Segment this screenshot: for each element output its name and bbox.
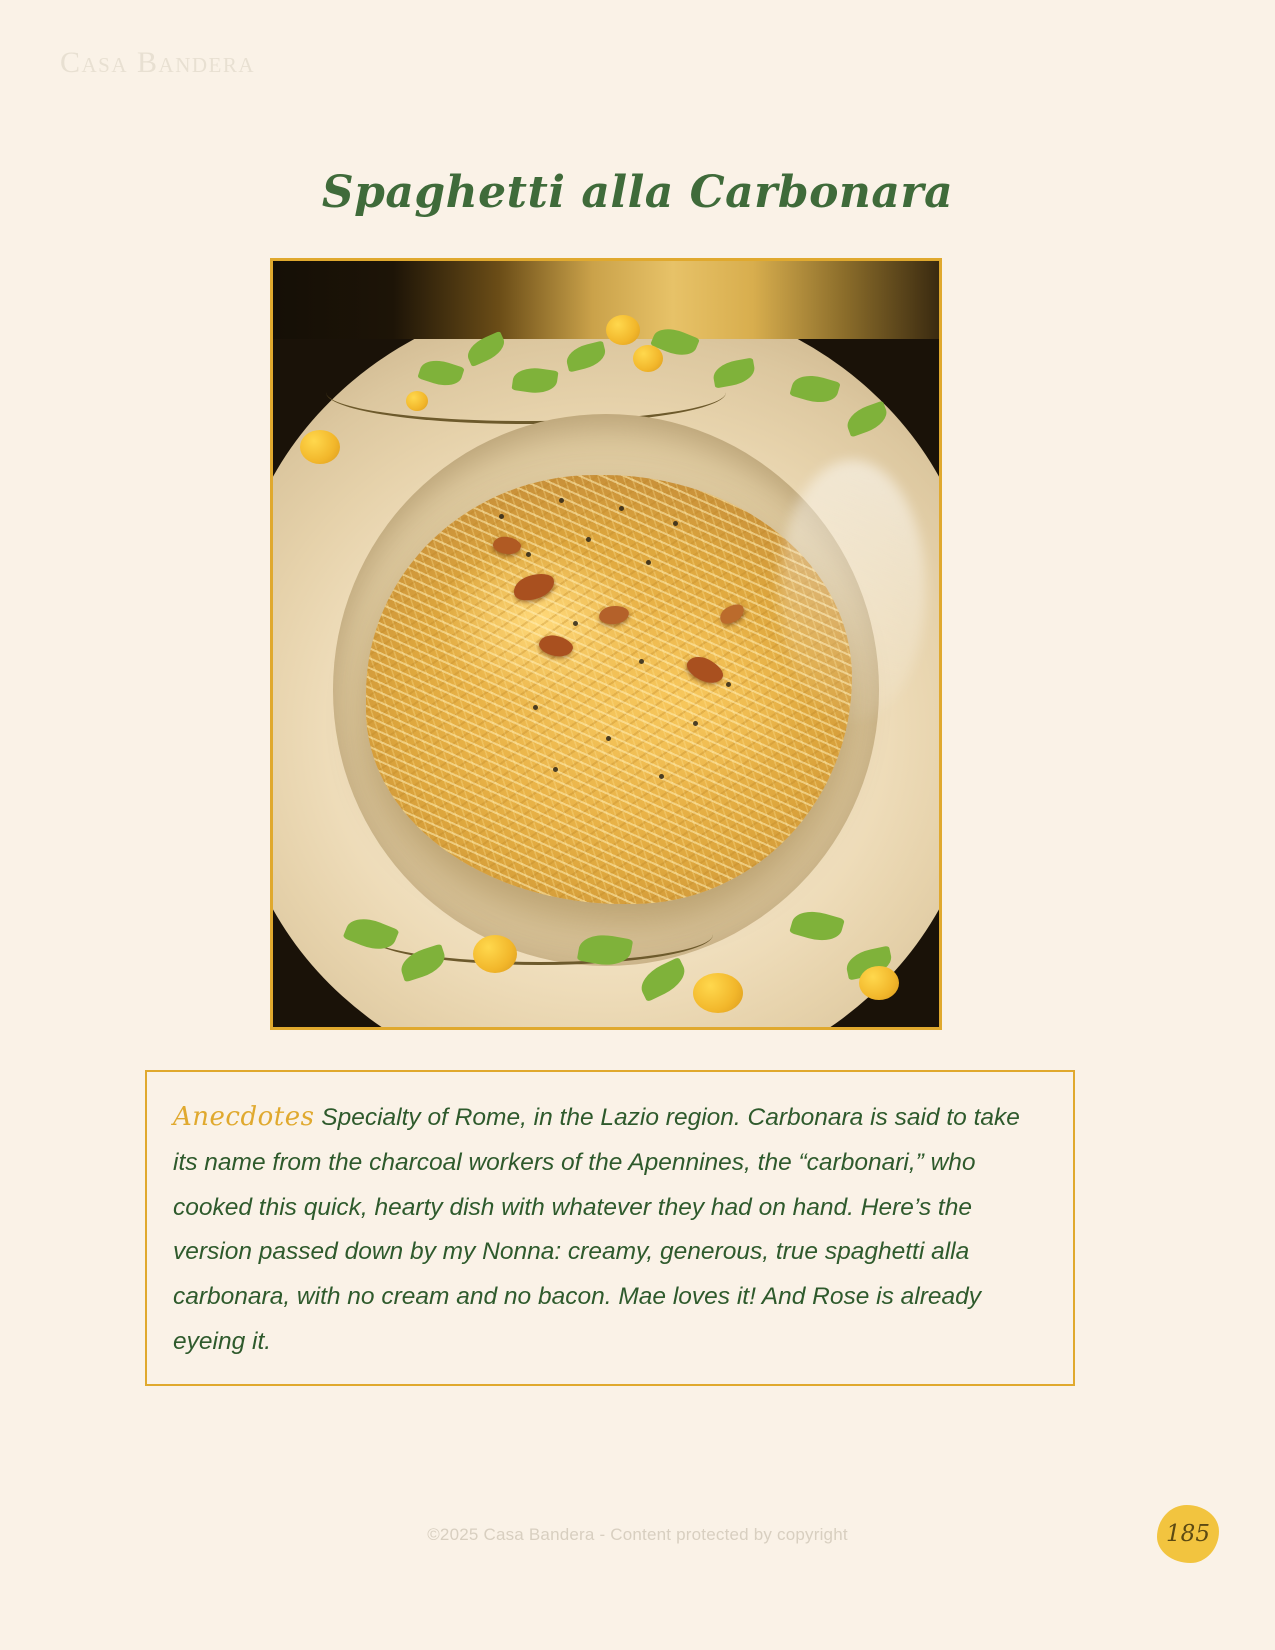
plate-highlight [779,460,926,720]
lemon-decor [300,430,340,464]
pasta-strands [366,475,852,904]
anecdote-paragraph [173,1094,1047,1364]
page-number: 185 [1166,1521,1210,1547]
lemon-decor [473,935,517,973]
anecdote-label: Anecdotes [173,1102,315,1132]
pepper-speck [646,560,651,565]
anecdote-body: Specialty of Rome, in the Lazio region. Carbonara is said to take its name from the charcoal workers of the Apennines, the “carbonari,” who cooked this quick, hearty dish with whatever they had on hand. Here’s the version passed down by my Nonna: creamy, generous, true spaghetti alla carbonara, with no cream and no bacon. Mae loves it! And Rose is already eyeing it. [173,1104,1020,1355]
pepper-speck [573,621,578,626]
recipe-photo-image [273,261,939,1027]
lemon-decor [633,345,663,372]
lemon-decor [859,966,899,1000]
recipe-photo [270,258,942,1030]
anecdote-box [145,1070,1075,1386]
pepper-speck [553,767,558,772]
pepper-speck [586,537,591,542]
brand-wordmark: Casa Bandera [60,46,256,79]
pepper-speck [693,721,698,726]
footer-copyright: ©2025 Casa Bandera - Content protected by copyright [427,1525,848,1544]
pepper-speck [606,736,611,741]
lemon-decor [606,315,640,345]
page-title: Spaghetti alla Carbonara [321,167,954,219]
lemon-decor [693,973,743,1013]
page-number-badge [1157,1505,1219,1563]
